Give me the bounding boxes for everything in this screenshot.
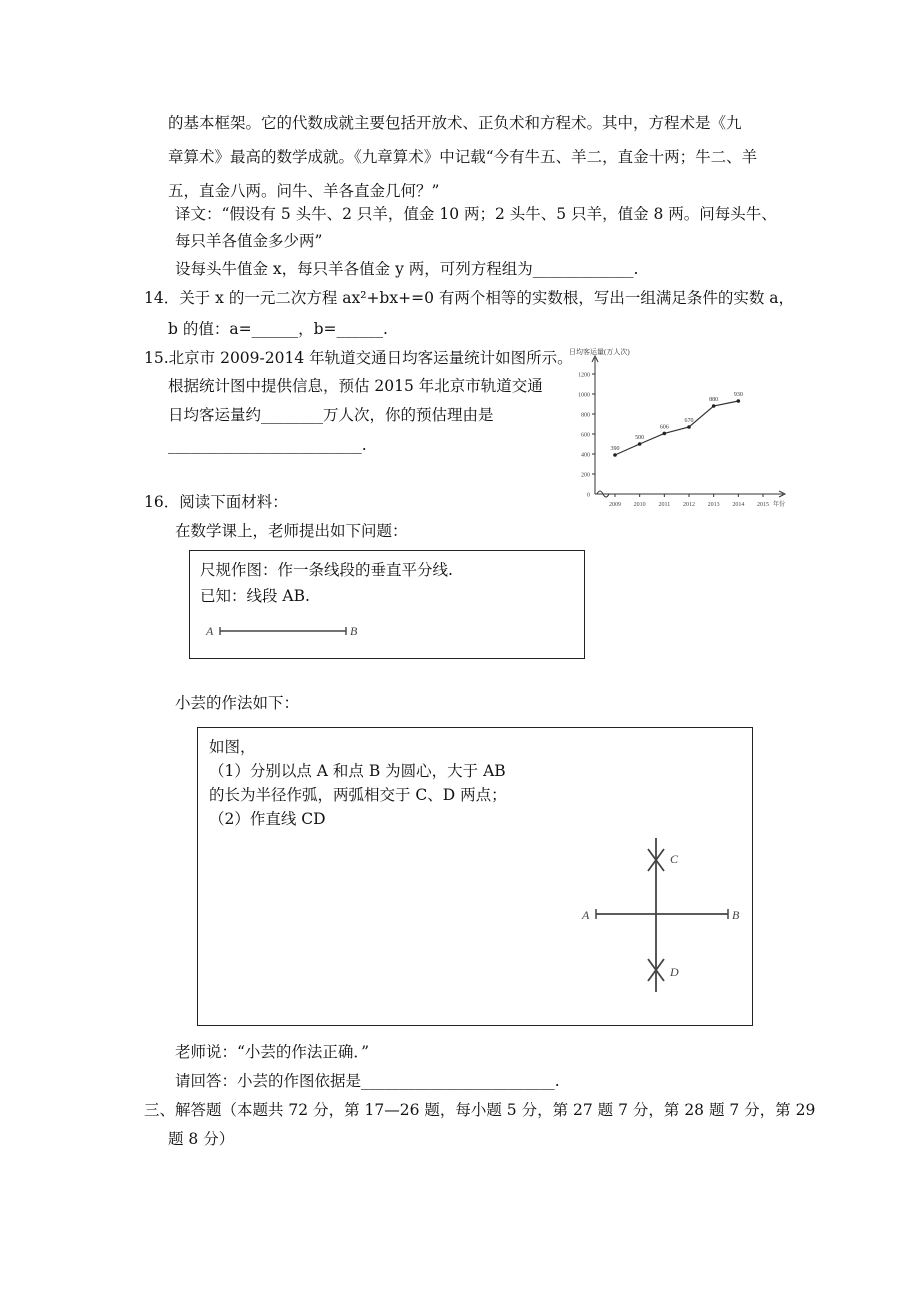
perpendicular-bisector-figure xyxy=(580,832,740,1000)
y-tick-label: 600 xyxy=(581,432,590,439)
q16-title: 16．阅读下面材料： xyxy=(144,493,288,511)
intro-line-3: 五，直金八两。问牛、羊各直金几何？” xyxy=(168,182,440,200)
q15-line-1: 15.北京市 2009-2014 年轨道交通日均客运量统计如图所示。 xyxy=(144,349,573,367)
x-axis-label: 年份 xyxy=(772,502,785,508)
x-tick-label: 2010 xyxy=(633,502,646,508)
intro-line-1: 的基本框架。它的代数成就主要包括开放术、正负术和方程术。其中，方程术是《九 xyxy=(168,114,742,132)
y-tick-label: 1000 xyxy=(578,392,590,399)
data-point xyxy=(613,453,617,457)
q15-line-2: 根据统计图中提供信息，预估 2015 年北京市轨道交通 xyxy=(168,377,543,395)
answer-prompt: 请回答：小芸的作图依据是_________________________. xyxy=(175,1072,560,1090)
data-label: 880 xyxy=(709,397,719,403)
translation-line-2: 每只羊各值金多少两” xyxy=(175,232,323,250)
data-label: 670 xyxy=(684,418,694,424)
x-tick-label: 2011 xyxy=(658,502,671,508)
q15-line-4: _________________________. xyxy=(168,436,367,454)
data-label: 606 xyxy=(659,424,669,431)
data-label: 500 xyxy=(635,435,645,441)
problem-box xyxy=(189,550,585,659)
data-point xyxy=(737,399,741,403)
method-line-2: （1）分别以点 A 和点 B 为圆心，大于 AB xyxy=(209,762,506,780)
y-tick-label: 800 xyxy=(581,412,590,419)
q14-line-2: b 的值：a=______，b=______. xyxy=(168,320,388,338)
y-tick-label: 200 xyxy=(581,472,590,479)
data-point xyxy=(687,425,691,429)
problem-given: 已知：线段 AB. xyxy=(200,587,310,605)
point-a2-label: A xyxy=(582,908,590,922)
section3-line-2: 题 8 分） xyxy=(168,1130,235,1148)
data-point xyxy=(638,442,642,446)
method-title: 小芸的作法如下： xyxy=(175,694,300,712)
teacher-comment: 老师说：“小芸的作法正确．” xyxy=(175,1043,370,1061)
method-line-4: （2）作直线 CD xyxy=(209,810,326,828)
y-tick-label: 0 xyxy=(587,492,590,499)
point-b2-label: B xyxy=(732,908,740,922)
ridership-line-chart xyxy=(563,342,793,514)
point-b-label: B xyxy=(350,624,358,638)
data-label: 390 xyxy=(610,446,620,452)
x-tick-label: 2013 xyxy=(707,502,720,508)
y-tick-label: 400 xyxy=(581,452,590,459)
series-line xyxy=(615,401,738,455)
point-c-label: C xyxy=(670,852,679,866)
q14-line-1: 14．关于 x 的一元二次方程 ax²+bx+=0 有两个相等的实数根，写出一组满足条件的实数 a， xyxy=(144,289,795,307)
equation-prompt: 设每头牛值金 x，每只羊各值金 y 两，可列方程组为_____________. xyxy=(175,260,639,278)
method-line-1: 如图， xyxy=(209,738,256,756)
translation-line-1: 译文：“假设有 5 头牛、2 只羊，值金 10 两；2 头牛、5 只羊，值金 8 两。问每头牛、 xyxy=(175,205,777,223)
x-tick-label: 2014 xyxy=(732,502,745,508)
intro-line-2: 章算术》最高的数学成就。《九章算术》中记载“今有牛五、羊二，直金十两；牛二、羊 xyxy=(168,148,758,166)
x-tick-label: 2009 xyxy=(609,502,621,508)
point-a-label: A xyxy=(206,624,214,638)
method-line-3: 的长为半径作弧，两弧相交于 C、D 两点； xyxy=(209,786,507,804)
data-point xyxy=(663,432,667,436)
x-tick-label: 2015 xyxy=(757,502,769,508)
problem-statement: 尺规作图：作一条线段的垂直平分线. xyxy=(200,561,453,579)
segment-ab-figure xyxy=(204,619,364,641)
method-box xyxy=(197,727,753,1026)
x-tick-label: 2012 xyxy=(683,502,695,508)
q15-line-3: 日均客运量约________万人次，你的预估理由是 xyxy=(168,406,494,424)
point-d-label: D xyxy=(670,965,679,979)
chart-title: 日均客运量(万人次) xyxy=(569,348,630,356)
q16-intro: 在数学课上，老师提出如下问题： xyxy=(175,522,408,540)
section3-line-1: 三、解答题（本题共 72 分，第 17—26 题，每小题 5 分，第 27 题 7 分，第 28 题 7 分，第 29 xyxy=(144,1101,816,1119)
data-point xyxy=(712,404,716,408)
y-tick-label: 1200 xyxy=(578,372,590,379)
data-label: 930 xyxy=(733,392,743,398)
